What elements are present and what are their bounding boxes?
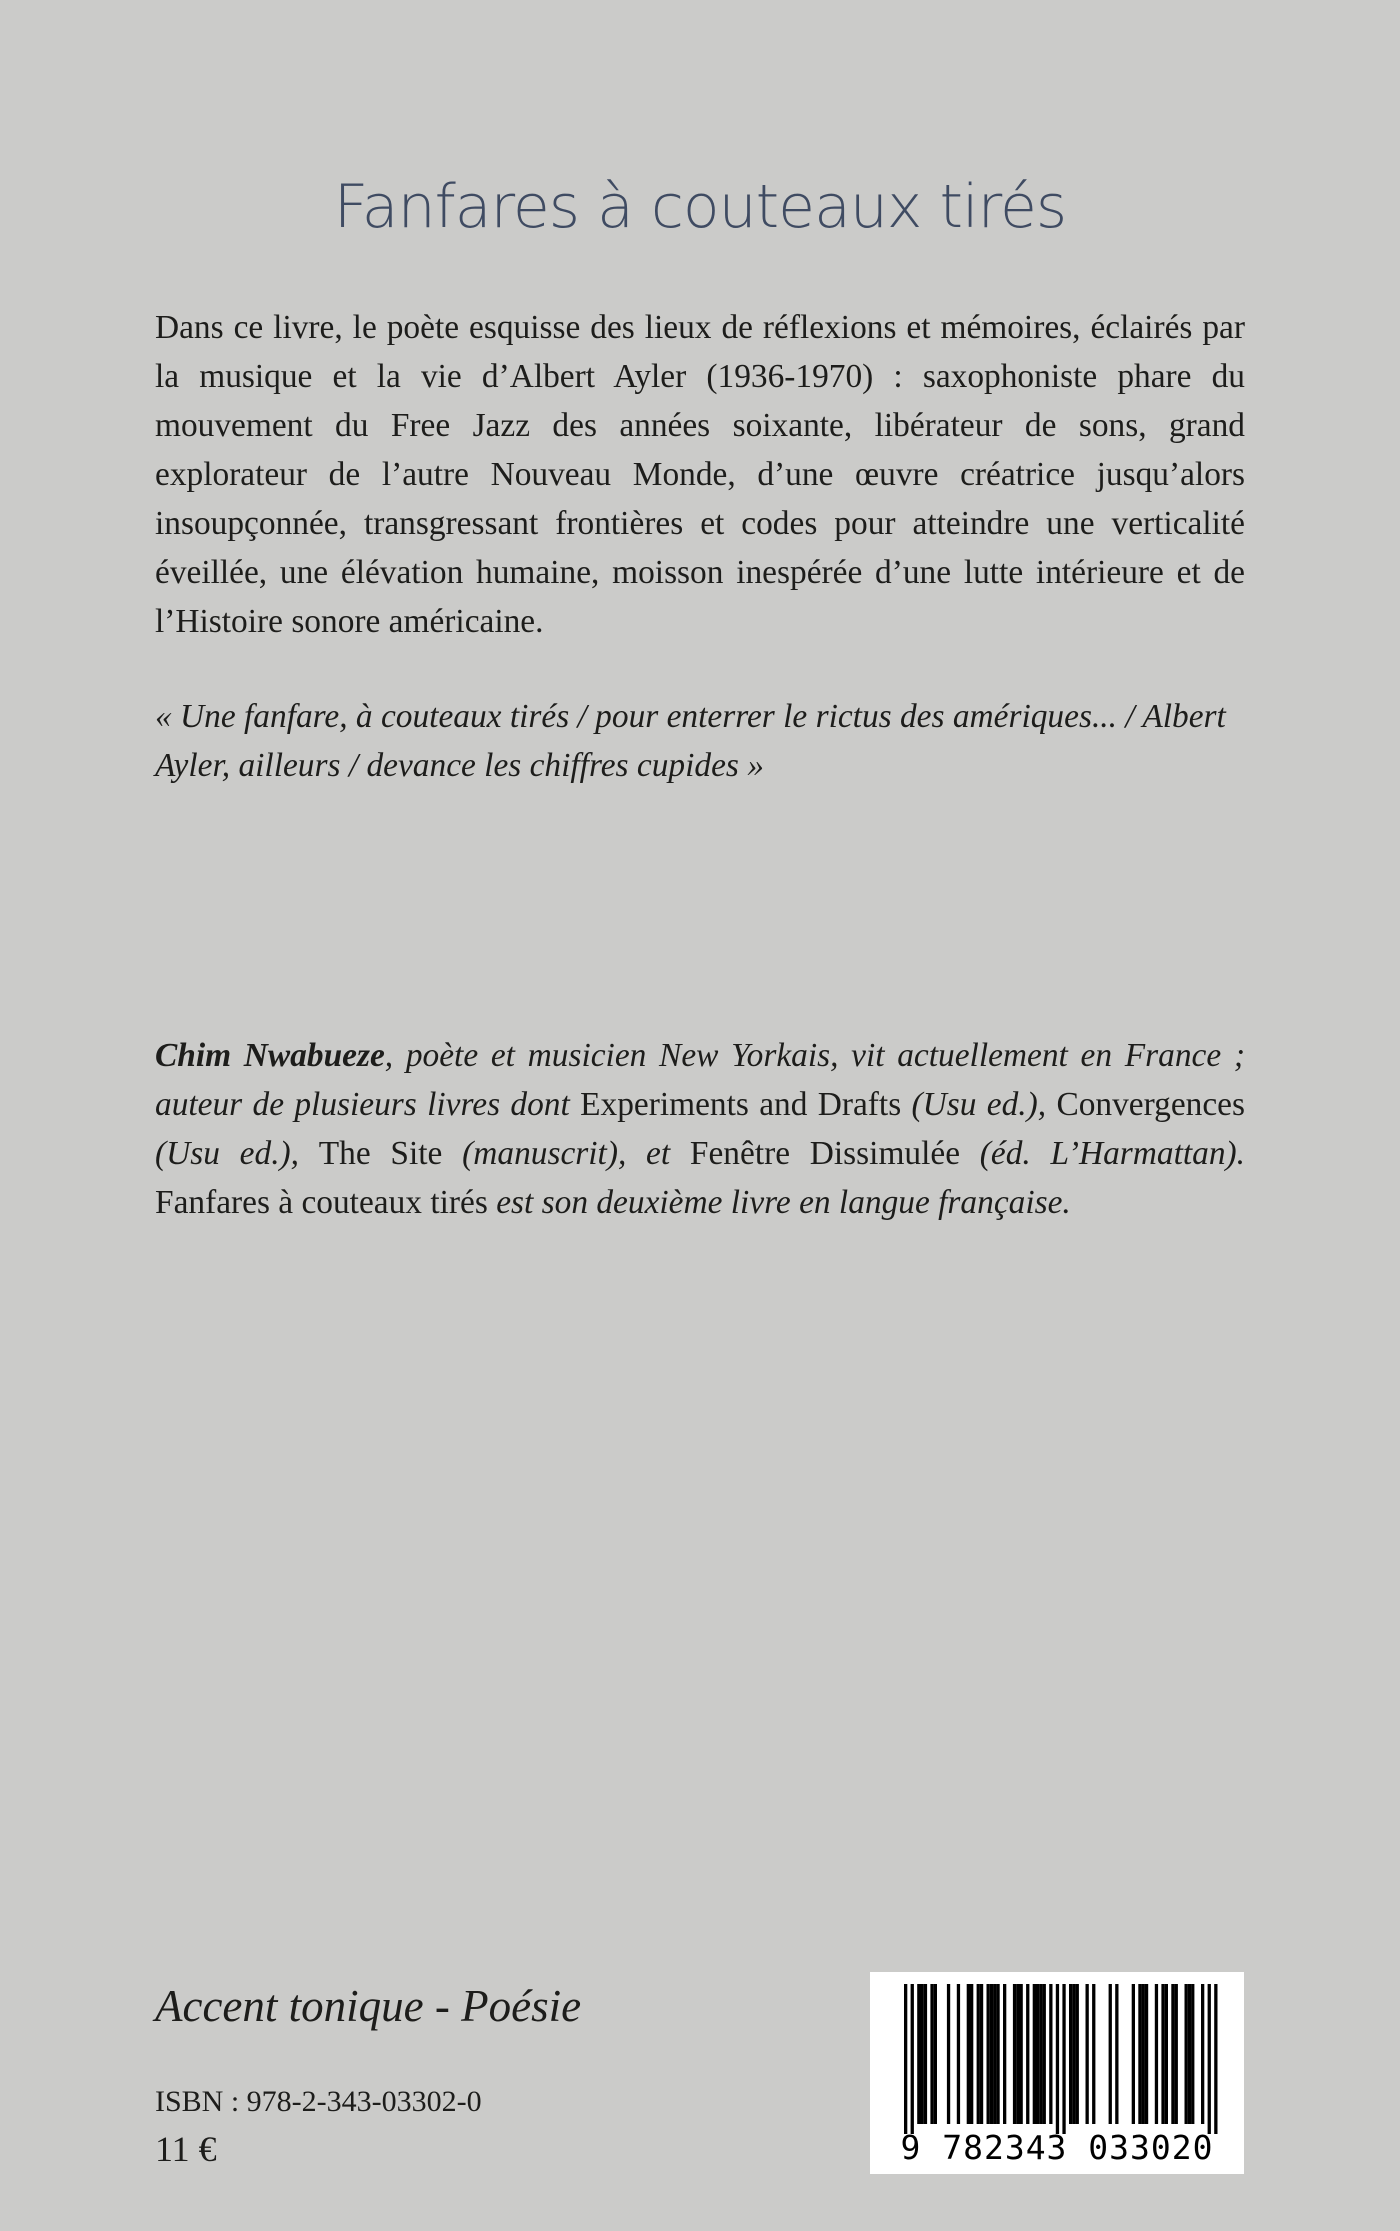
barcode-bar	[1138, 1984, 1141, 2124]
barcode-bar	[1171, 1984, 1174, 2124]
barcode-number: 9 782343 033020	[900, 2128, 1214, 2167]
work-title: Fenêtre Dissimulée	[689, 1135, 961, 1172]
barcode-bar	[1191, 1984, 1194, 2124]
barcode-bar	[1062, 1984, 1065, 2134]
barcode-bar	[990, 1984, 993, 2124]
barcode-bar	[1092, 1984, 1095, 2124]
barcode-bar	[1132, 1984, 1135, 2124]
bio-text: (éd. L’Harmattan).	[960, 1135, 1245, 1172]
barcode-bar	[1076, 1984, 1079, 2124]
book-title: Fanfares à couteaux tirés	[333, 172, 1067, 242]
poem-quote: « Une fanfare, à couteaux tirés / pour enterrer le rictus des amériques... / Albert Ayler, ailleurs / devance les chiffres cupides »	[155, 698, 1226, 784]
barcode-bar	[967, 1984, 970, 2124]
barcode-bar	[1072, 1984, 1075, 2124]
barcode-bar	[917, 1984, 920, 2124]
barcode-bar	[996, 1984, 999, 2124]
barcode-bar	[1109, 1984, 1112, 2124]
barcode-bar	[987, 1984, 990, 2124]
barcode-bar	[1115, 1984, 1118, 2124]
work-title: Convergences	[1056, 1086, 1245, 1123]
barcode-bar	[993, 1984, 996, 2124]
barcode-bar	[980, 1984, 983, 2124]
barcode-bar	[1165, 1984, 1168, 2124]
back-cover-summary: Dans ce livre, le poète esquisse des lieux de réflexions et mémoires, éclairés par la musique et la vie d’Albert Ayler (1936-1970) : saxophoniste phare du mouvement du Free Jazz des années soixante, libérateur de sons, grand explorateur de l’autre Nouveau Monde, d’une œuvre créatrice jusqu’alors insoupçonnée, transgressant frontières et codes pour atteindre une verticalité éveillée, une élévation humaine, moisson inespérée d’une lutte intérieure et de l’Histoire sonore américaine.	[155, 309, 1245, 640]
barcode-bar	[934, 1984, 937, 2124]
price: 11 €	[155, 2129, 217, 2169]
barcode-bar	[1013, 1984, 1016, 2124]
barcode-bar	[911, 1984, 914, 2134]
barcode-bar	[1033, 1984, 1036, 2124]
barcode-bar	[921, 1984, 924, 2124]
barcode-bar	[1036, 1984, 1039, 2124]
barcode-bar	[1056, 1984, 1059, 2134]
barcode-bar	[1086, 1984, 1089, 2124]
barcode-bar	[1142, 1984, 1145, 2124]
barcode-bar	[977, 1984, 980, 2124]
barcode-bar	[1214, 1984, 1217, 2134]
barcode-bar	[1039, 1984, 1042, 2124]
barcode-bar	[1049, 1984, 1052, 2124]
work-title: Fanfares à couteaux tirés	[155, 1184, 488, 1221]
barcode-bar	[930, 1984, 933, 2124]
barcode-bar	[1161, 1984, 1164, 2124]
barcode-bar	[1145, 1984, 1148, 2124]
work-title: The Site	[318, 1135, 443, 1172]
barcode-bar	[1188, 1984, 1191, 2124]
work-title: Experiments and Drafts	[580, 1086, 902, 1123]
bio-text: , poète et musicien New Yorkais, vit actuellement en France ; auteur de plusieurs livres dont	[155, 1037, 1245, 1123]
barcode-bar	[970, 1984, 973, 2124]
collection-name: Accent tonique - Poésie	[155, 1981, 582, 2031]
barcode-bar	[1185, 1984, 1188, 2124]
barcode-bar	[1043, 1984, 1046, 2124]
bio-text: (manuscrit), et	[442, 1135, 690, 1172]
bio-text: est son deuxième livre en langue française.	[487, 1184, 1071, 1221]
barcode-bar	[904, 1984, 907, 2134]
barcode-bar	[1155, 1984, 1158, 2124]
bio-text: (Usu ed.),	[155, 1135, 319, 1172]
barcode-bar	[957, 1984, 960, 2124]
barcode-bar	[924, 1984, 927, 2124]
barcode-bar	[947, 1984, 950, 2124]
barcode	[870, 1972, 1244, 2174]
barcode-bar	[1208, 1984, 1211, 2134]
barcode-bar	[1201, 1984, 1204, 2124]
author-bio	[155, 1031, 1245, 1227]
barcode-bar	[1020, 1984, 1023, 2124]
barcode-bar	[1069, 1984, 1072, 2124]
barcode-bar	[1175, 1984, 1178, 2124]
author-name: Chim Nwabueze	[155, 1037, 385, 1074]
barcode-bar	[1016, 1984, 1019, 2124]
barcode-bar	[1026, 1984, 1029, 2124]
barcode-bar	[1003, 1984, 1006, 2124]
isbn: ISBN : 978-2-343-03302-0	[155, 2085, 482, 2118]
bio-text: (Usu ed.),	[901, 1086, 1057, 1123]
